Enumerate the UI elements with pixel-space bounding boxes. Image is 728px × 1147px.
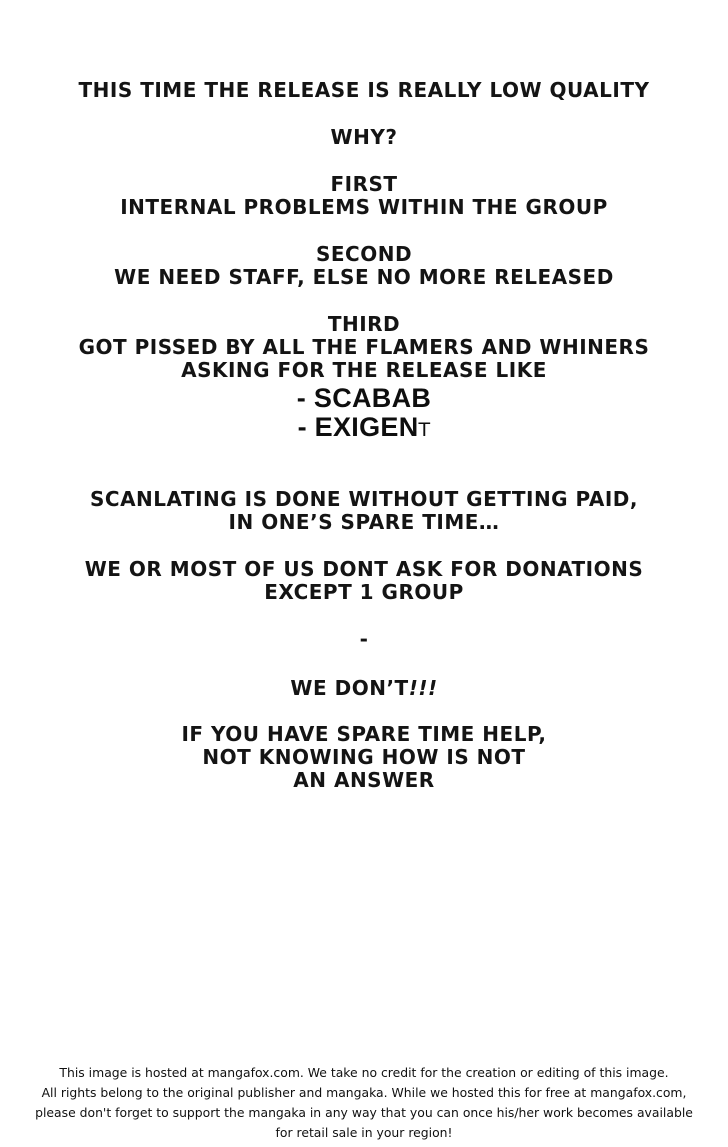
notice-line-help: IF YOU HAVE SPARE TIME HELP, <box>181 722 547 746</box>
exigent-main-text: - EXIGEN <box>297 412 419 442</box>
disclaimer-line-3: please don't forget to support the mangaka in any way that you can once his/her work becomes available <box>35 1105 693 1120</box>
hosting-disclaimer-footer <box>0 1063 728 1143</box>
notice-line-asking-release: ASKING FOR THE RELEASE LIKE <box>181 358 547 382</box>
notice-line-low-quality: THIS TIME THE RELEASE IS REALLY LOW QUALITY <box>78 78 650 102</box>
disclaimer-line-4: for retail sale in your region! <box>275 1125 453 1140</box>
notice-line-spare-time: IN ONE’S SPARE TIME… <box>228 510 500 534</box>
disclaimer-line-2: All rights belong to the original publisher and mangaka. While we hosted this for free at mangafox.com, <box>41 1085 687 1100</box>
notice-line-flamers: GOT PISSED BY ALL THE FLAMERS AND WHINERS <box>78 335 650 359</box>
notice-line-scabab: - SCABAB <box>296 383 432 413</box>
notice-line-second: SECOND <box>315 242 413 266</box>
we-dont-exclamations: !!! <box>408 676 438 700</box>
disclaimer-line-1: This image is hosted at mangafox.com. We take no credit for the creation or editing of this image. <box>59 1065 669 1080</box>
notice-line-first: FIRST <box>330 172 398 196</box>
notice-line-internal-problems: INTERNAL PROBLEMS WITHIN THE GROUP <box>120 195 608 219</box>
notice-line-third: THIRD <box>327 312 401 336</box>
notice-line-except-group: EXCEPT 1 GROUP <box>264 580 464 604</box>
notice-line-not-knowing: NOT KNOWING HOW IS NOT <box>202 745 526 769</box>
notice-line-scanlating: SCANLATING IS DONE WITHOUT GETTING PAID, <box>90 487 638 511</box>
notice-line-need-staff: WE NEED STAFF, ELSE NO MORE RELEASED <box>114 265 614 289</box>
exigent-tail-letter: T <box>418 419 431 441</box>
notice-line-why: WHY? <box>330 125 398 149</box>
notice-line-donations: WE OR MOST OF US DONT ASK FOR DONATIONS <box>84 557 644 581</box>
notice-line-we-dont <box>0 676 728 700</box>
notice-line-answer: AN ANSWER <box>293 768 435 792</box>
we-dont-text: WE DON’T <box>290 676 409 700</box>
notice-line-dash: - <box>359 627 369 651</box>
notice-line-exigent <box>0 412 728 445</box>
